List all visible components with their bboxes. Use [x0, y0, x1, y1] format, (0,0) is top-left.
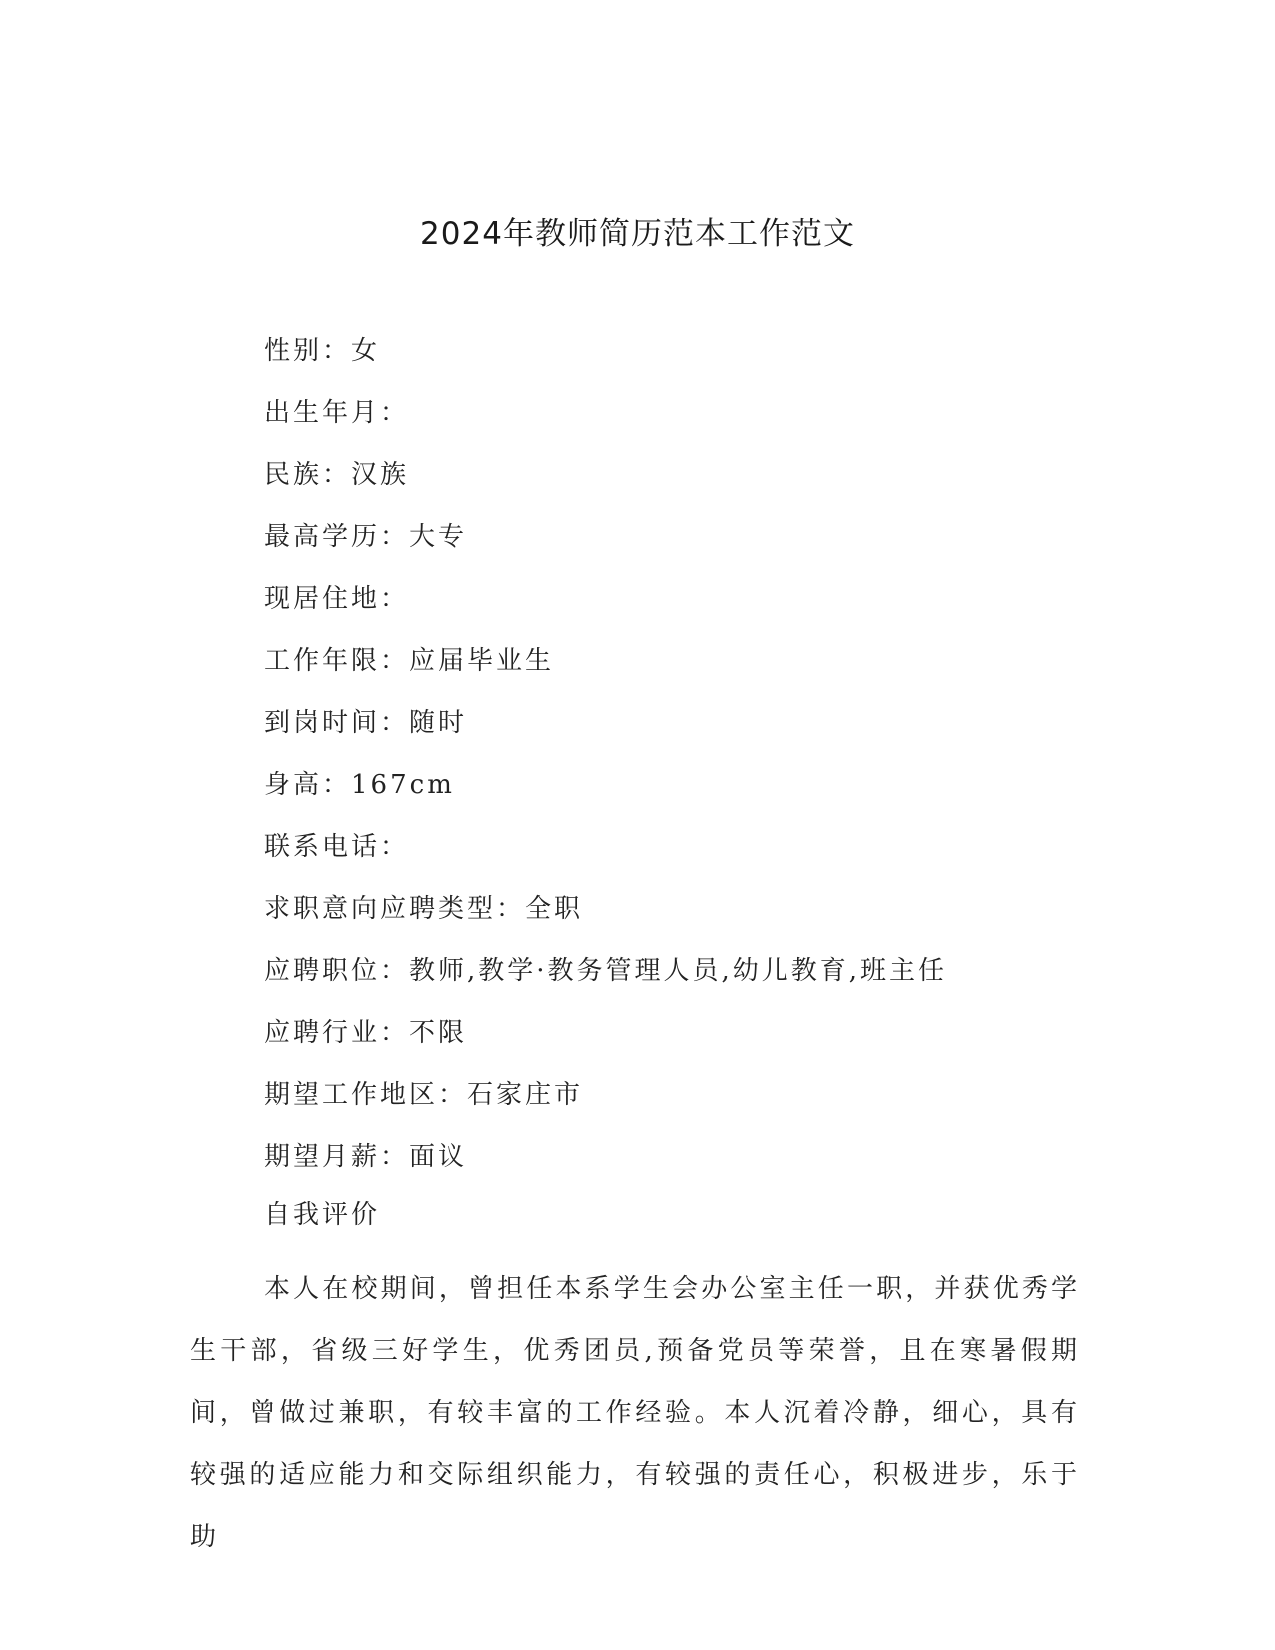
field-position: 应聘职位：教师,教学·教务管理人员,幼儿教育,班主任: [264, 956, 948, 986]
field-gender: 性别：女: [264, 336, 381, 366]
field-phone: 联系电话：: [264, 832, 410, 862]
field-ethnicity: 民族：汉族: [264, 460, 410, 490]
field-job-type: 求职意向应聘类型：全职: [264, 894, 584, 924]
field-industry: 应聘行业：不限: [264, 1018, 468, 1048]
field-start-time: 到岗时间：随时: [264, 708, 468, 738]
profile-field-list: [264, 334, 947, 1202]
field-location: 期望工作地区：石家庄市: [264, 1080, 584, 1110]
field-work-years: 工作年限：应届毕业生: [264, 646, 555, 676]
field-salary: 期望月薪：面议: [264, 1142, 468, 1172]
field-height: 身高：167cm: [264, 770, 455, 800]
field-residence: 现居住地：: [264, 584, 410, 614]
field-education: 最高学历：大专: [264, 522, 468, 552]
self-evaluation-paragraph: 本人在校期间，曾担任本系学生会办公室主任一职，并获优秀学生干部，省级三好学生，优秀团员,预备党员等荣誉，且在寒暑假期间，曾做过兼职，有较丰富的工作经验。本人沉着冷静，细心，具有较强的适应能力和交际组织能力，有较强的责任心，积极进步，乐于助: [190, 1274, 1080, 1552]
field-birth-date: 出生年月：: [264, 398, 410, 428]
document-title: 2024年教师简历范本工作范文: [420, 216, 855, 252]
self-evaluation-heading: 自我评价: [264, 1200, 381, 1230]
